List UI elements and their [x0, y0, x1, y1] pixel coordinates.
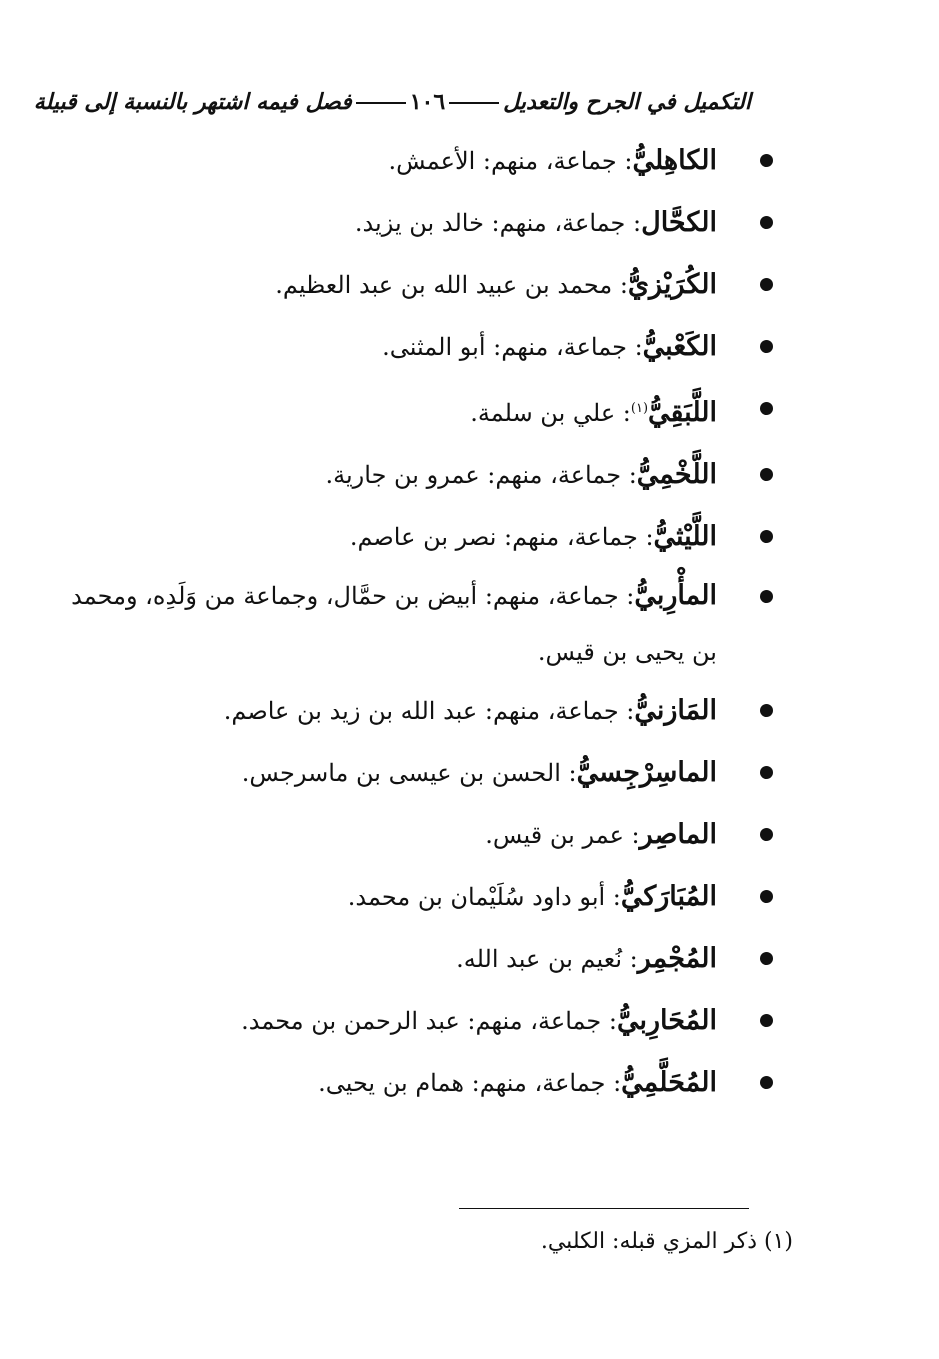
header-separator: [445, 82, 503, 122]
list-item: [60, 130, 751, 192]
entry-term: المأْرِبيُّ: [634, 580, 717, 611]
header-section-title: فصل فيمه اشتهر بالنسبة إلى قبيلة: [33, 89, 352, 115]
header-book-title: التكميل في الجرح والتعديل: [503, 89, 751, 115]
bullet-icon: [760, 1076, 773, 1089]
entry-term: اللَّيْثيُّ: [653, 521, 717, 552]
bullet-icon: [760, 530, 773, 543]
entry-term: المَازنيُّ: [634, 695, 717, 726]
entry-text: : جماعة، منهم: همام بن يحيى.: [318, 1069, 622, 1097]
list-item: [60, 316, 751, 378]
entry-term: المُحَارِبيُّ: [616, 1005, 717, 1036]
footnote-divider: [459, 1208, 749, 1209]
entry-text: : جماعة، منهم: أبو المثنى.: [382, 333, 643, 361]
list-item: [60, 378, 751, 444]
bullet-icon: [760, 890, 773, 903]
entry-text: : جماعة، منهم: عبد الله بن زيد بن عاصم.: [223, 697, 635, 725]
list-item: [60, 568, 751, 680]
entry-term: المُجْمِر: [637, 943, 717, 974]
entry-term: الكُرَيْزيُّ: [627, 269, 717, 300]
list-item: [60, 804, 751, 866]
list-item: [60, 866, 751, 928]
bullet-icon: [760, 468, 773, 481]
entry-term: الماصِر: [639, 819, 717, 850]
entry-term: الكَعْبيُّ: [642, 331, 717, 362]
entry-term: المُحَلَّمِيُّ: [621, 1067, 717, 1098]
entry-text: : جماعة، منهم: عبد الرحمن بن محمد.: [241, 1007, 617, 1035]
entry-term: الماسِرْجِسيُّ: [576, 757, 717, 788]
list-item: [60, 928, 751, 990]
bullet-icon: [760, 402, 773, 415]
entry-text: : محمد بن عبيد الله بن عبد العظيم.: [275, 271, 628, 299]
footnote-reference[interactable]: (١): [630, 401, 649, 416]
bullet-icon: [760, 216, 773, 229]
header-separator: [352, 82, 410, 122]
bullet-icon: [760, 828, 773, 841]
entry-term: اللَّخْمِيُّ: [636, 459, 717, 490]
list-item: [60, 192, 751, 254]
bullet-icon: [760, 1014, 773, 1027]
bullet-icon: [760, 766, 773, 779]
bullet-icon: [760, 154, 773, 167]
list-item: [60, 680, 751, 742]
entry-term: الكحَّال: [641, 207, 717, 238]
entry-text: : علي بن سلمة.: [470, 399, 631, 427]
bullet-icon: [760, 952, 773, 965]
entry-term: اللَّبَقِيُّ: [648, 397, 717, 428]
entry-list: [60, 130, 751, 1114]
entry-text: : جماعة، منهم: الأعمش.: [388, 147, 633, 175]
entry-text: : الحسن بن عيسى بن ماسرجس.: [241, 759, 577, 787]
running-header: [33, 82, 751, 122]
entry-text: : جماعة، منهم: عمرو بن جارية.: [325, 461, 637, 489]
bullet-icon: [760, 704, 773, 717]
entry-text: : عمر بن قيس.: [485, 821, 640, 849]
entry-text: : جماعة، منهم: أبيض بن حمَّال، وجماعة من وَلَدِه، ومحمد بن يحيى بن قيس.: [71, 582, 717, 666]
list-item: [60, 742, 751, 804]
list-item: [60, 1052, 751, 1114]
entry-term: الكاهِليُّ: [632, 145, 717, 176]
entry-text: : أبو داود سُلَيْمان بن محمد.: [347, 883, 621, 911]
header-page-number: ١٠٦: [409, 89, 446, 115]
entry-text: : جماعة، منهم: نصر بن عاصم.: [349, 523, 654, 551]
list-item: [60, 990, 751, 1052]
entry-text: : جماعة، منهم: خالد بن يزيد.: [354, 209, 642, 237]
list-item: [60, 254, 751, 316]
entry-text: : نُعيم بن عبد الله.: [456, 945, 638, 973]
bullet-icon: [760, 590, 773, 603]
list-item: [60, 506, 751, 568]
list-item: [60, 444, 751, 506]
footnote: (١) ذكر المزي قبله: الكلبي.: [540, 1229, 793, 1254]
bullet-icon: [760, 278, 773, 291]
entry-term: المُبَارَكيُّ: [620, 881, 717, 912]
bullet-icon: [760, 340, 773, 353]
